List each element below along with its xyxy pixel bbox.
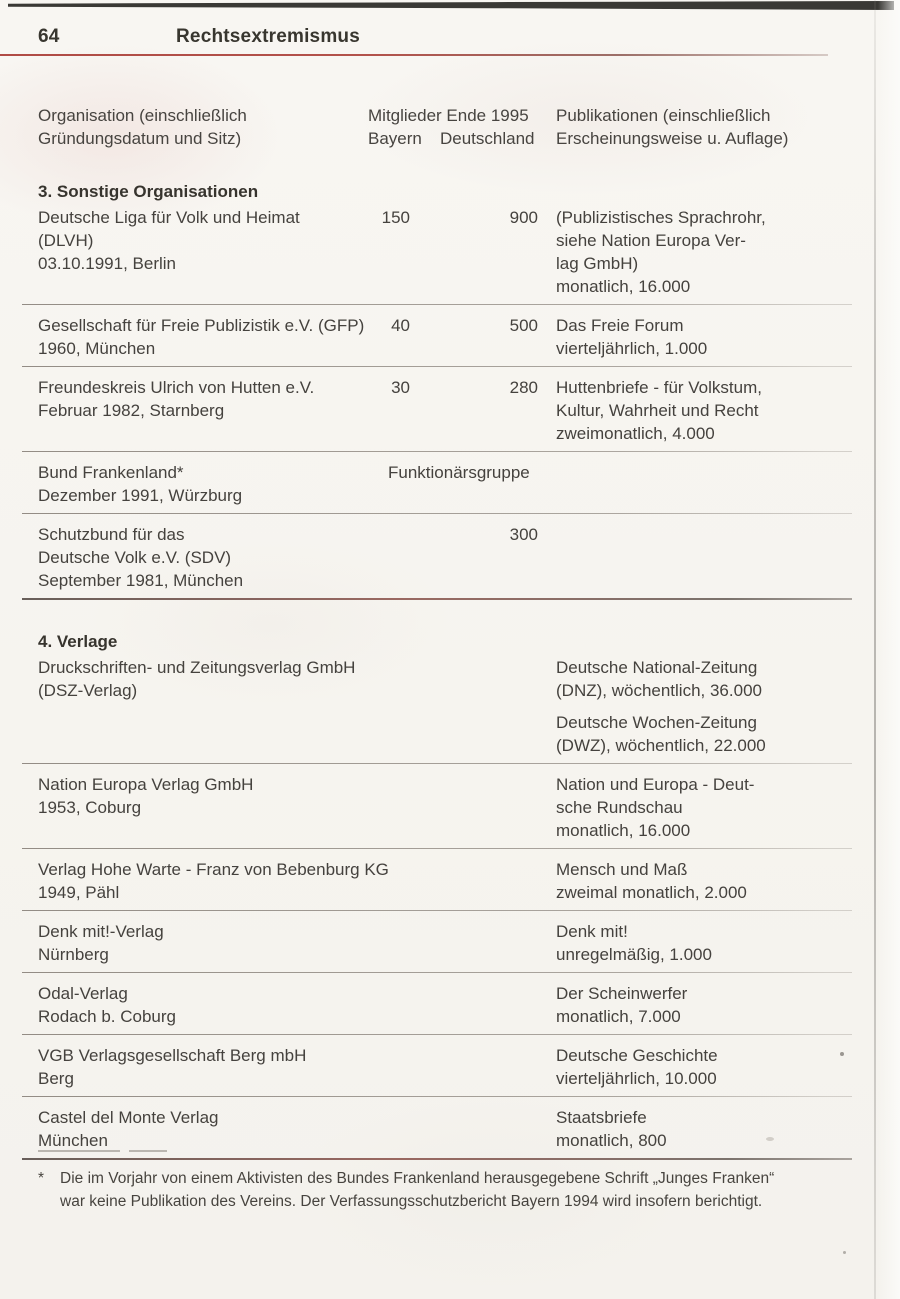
org-line: (DSZ-Verlag) [38, 681, 138, 700]
publications-cell [538, 920, 852, 966]
org-line: Freundeskreis Ulrich von Hutten e.V. [38, 378, 315, 397]
publication-group [556, 376, 852, 445]
table-row [22, 367, 852, 451]
org-line: 1960, München [38, 339, 156, 358]
running-title: Rechtsextremismus [176, 26, 360, 47]
org-cell [22, 858, 538, 904]
header-rule [0, 54, 828, 56]
publication-line: Mensch und Maß [556, 860, 688, 879]
org-line: Dezember 1991, Würzburg [38, 486, 243, 505]
publication-group [556, 1106, 852, 1152]
publication-line: Deutsche Wochen-Zeitung [556, 713, 757, 732]
col-header-bayern: Bayern [368, 129, 422, 148]
section-heading: 4. Verlage [38, 632, 118, 651]
table-row [22, 305, 852, 366]
scan-speck [840, 1052, 844, 1056]
publication-group [556, 982, 852, 1028]
members-bayern-cell [368, 523, 410, 592]
org-line: VGB Verlagsgesellschaft Berg mbH [38, 1046, 307, 1065]
publication-line: Nation und Europa - Deut- [556, 775, 755, 794]
publication-line: siehe Nation Europa Ver- [556, 231, 746, 250]
table-row [22, 764, 852, 848]
publication-line: Kultur, Wahrheit und Recht [556, 401, 759, 420]
publications-cell [538, 858, 852, 904]
members-note-cell: Funktionärsgruppe [388, 463, 530, 482]
footnote-text-line2: war keine Publikation des Vereins. Der Verfassungsschutzbericht Bayern 1994 wird insofern berichtigt. [60, 1193, 763, 1210]
org-line: Deutsche Liga für Volk und Heimat [38, 208, 300, 227]
publication-line: (Publizistisches Sprachrohr, [556, 208, 766, 227]
org-line: Bund Frankenland* [38, 463, 184, 482]
publication-line: Deutsche Geschichte [556, 1046, 718, 1065]
org-cell [22, 773, 538, 842]
publication-line: lag GmbH) [556, 254, 639, 273]
members-bayern-cell: 30 [391, 378, 410, 397]
org-line: 03.10.1991, Berlin [38, 254, 176, 273]
org-line: Gesellschaft für Freie Publizistik e.V. (GFP) [38, 316, 365, 335]
publications-cell [538, 982, 852, 1028]
publications-cell [538, 376, 852, 445]
publication-group [556, 314, 852, 360]
publication-line: sche Rundschau [556, 798, 683, 817]
org-line: Odal-Verlag [38, 984, 128, 1003]
org-cell [22, 206, 368, 298]
table-header [22, 96, 852, 150]
publication-group [556, 920, 852, 966]
publication-line: monatlich, 16.000 [556, 821, 691, 840]
org-line: September 1981, München [38, 571, 244, 590]
table-row [22, 653, 852, 763]
org-line: Berg [38, 1069, 74, 1088]
section-heading: 3. Sonstige Organisationen [38, 182, 259, 201]
org-cell [22, 656, 538, 757]
org-cell [22, 920, 538, 966]
publication-group [556, 858, 852, 904]
org-cell [22, 1106, 538, 1152]
org-line: (DLVH) [38, 231, 94, 250]
publication-line: Der Scheinwerfer [556, 984, 688, 1003]
row-divider [22, 598, 852, 600]
org-line: Castel del Monte Verlag [38, 1108, 219, 1127]
publication-line: monatlich, 7.000 [556, 1007, 681, 1026]
members-bayern-cell: 40 [391, 316, 410, 335]
org-line: Deutsche Volk e.V. (SDV) [38, 548, 232, 567]
publication-line: vierteljährlich, 1.000 [556, 339, 708, 358]
scan-smudge [766, 1137, 774, 1141]
running-header [38, 26, 360, 48]
publication-group [556, 773, 852, 842]
org-cell [22, 314, 368, 360]
publication-line: (DWZ), wöchentlich, 22.000 [556, 736, 766, 755]
col-header-publications-line2: Erscheinungsweise u. Auflage) [556, 129, 789, 148]
publication-group [556, 711, 852, 757]
organizations-table [22, 96, 852, 1160]
col-header-members: Mitglieder Ende 1995 [368, 106, 529, 125]
org-cell [22, 376, 368, 445]
org-line: Verlag Hohe Warte - Franz von Bebenburg KG [38, 860, 389, 879]
publications-cell [538, 314, 852, 360]
publication-line: zweimal monatlich, 2.000 [556, 883, 747, 902]
scan-speck [843, 1251, 846, 1254]
org-line: Nürnberg [38, 945, 109, 964]
members-deutschland-cell: 500 [509, 316, 538, 335]
members-bayern-cell: 150 [381, 208, 410, 227]
table-row [22, 514, 852, 598]
publication-line: Das Freie Forum [556, 316, 684, 335]
table-row [22, 1097, 852, 1158]
table-row [22, 452, 852, 513]
org-cell [22, 982, 538, 1028]
table-row [22, 1035, 852, 1096]
col-header-deutschland: Deutschland [440, 129, 535, 148]
publication-line: vierteljährlich, 10.000 [556, 1069, 717, 1088]
col-header-publications: Publikationen (einschließlich [556, 106, 771, 125]
publication-line: monatlich, 16.000 [556, 277, 691, 296]
col-header-organisation-line2: Gründungsdatum und Sitz) [38, 129, 242, 148]
publication-group [556, 1044, 852, 1090]
members-deutschland-cell: 300 [509, 525, 538, 544]
publications-cell [538, 1044, 852, 1090]
table-row [22, 911, 852, 972]
scan-edge-line [874, 0, 876, 1299]
publication-line: (DNZ), wöchentlich, 36.000 [556, 681, 762, 700]
members-deutschland-cell: 280 [509, 378, 538, 397]
org-line: Schutzbund für das [38, 525, 185, 544]
table-row [22, 973, 852, 1034]
table-body [22, 180, 852, 1160]
publication-line: Deutsche National-Zeitung [556, 658, 758, 677]
publication-group [556, 656, 852, 702]
publications-cell [538, 773, 852, 842]
org-cell [22, 1044, 538, 1090]
org-cell [22, 523, 368, 592]
publications-cell [538, 656, 852, 757]
members-deutschland-cell: 900 [509, 208, 538, 227]
publication-line: Denk mit! [556, 922, 628, 941]
publication-line: Huttenbriefe - für Volkstum, [556, 378, 762, 397]
org-line: Februar 1982, Starnberg [38, 401, 225, 420]
org-line: 1949, Pähl [38, 883, 120, 902]
org-line: Nation Europa Verlag GmbH [38, 775, 254, 794]
publication-line: monatlich, 800 [556, 1131, 667, 1150]
publication-line: unregelmäßig, 1.000 [556, 945, 712, 964]
table-row [22, 849, 852, 910]
publications-cell [538, 1106, 852, 1152]
org-line: 1953, Coburg [38, 798, 142, 817]
scan-edge-strip [878, 0, 900, 1299]
footnote-text-line1: Die im Vorjahr von einem Aktivisten des Bundes Frankenland herausgegebene Schrift „Junges Franken“ [60, 1170, 775, 1187]
publication-group [556, 206, 852, 298]
org-line: München [38, 1131, 108, 1150]
org-cell [22, 461, 368, 507]
scan-edge-bar [8, 1, 894, 10]
org-line: Denk mit!-Verlag [38, 922, 164, 941]
publications-cell [538, 206, 852, 298]
footnote [38, 1150, 844, 1213]
footnote-marker: * [38, 1170, 45, 1187]
publication-line: Staatsbriefe [556, 1108, 647, 1127]
org-line: Druckschriften- und Zeitungsverlag GmbH [38, 658, 356, 677]
footnote-rule [38, 1150, 844, 1152]
org-line: Rodach b. Coburg [38, 1007, 176, 1026]
page-number: 64 [38, 26, 60, 47]
publication-line: zweimonatlich, 4.000 [556, 424, 715, 443]
col-header-organisation: Organisation (einschließlich [38, 106, 247, 125]
table-row [22, 203, 852, 304]
